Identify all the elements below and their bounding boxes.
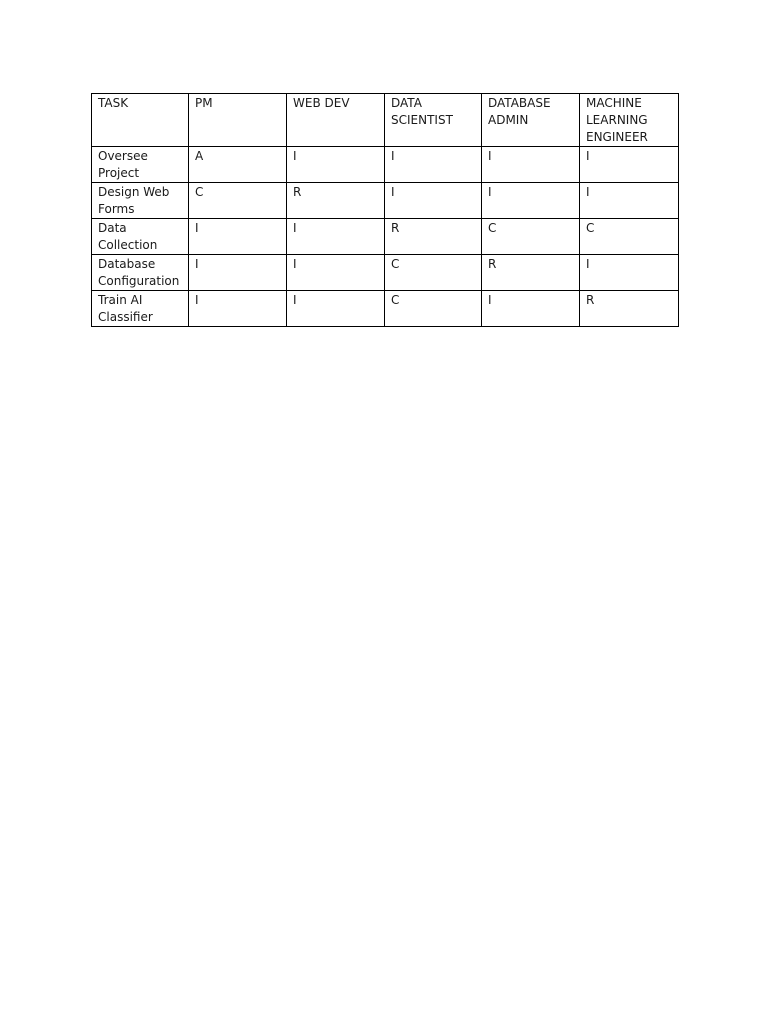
web-dev-cell: I (287, 219, 385, 255)
table-row (92, 291, 679, 327)
database-admin-cell: R (482, 255, 580, 291)
table-row (92, 255, 679, 291)
header-pm: PM (189, 94, 287, 147)
header-task: TASK (92, 94, 189, 147)
database-admin-cell: I (482, 291, 580, 327)
ml-engineer-cell: I (580, 147, 679, 183)
pm-cell: I (189, 291, 287, 327)
task-cell: Oversee Project (92, 147, 189, 183)
database-admin-cell: I (482, 183, 580, 219)
ml-engineer-cell: I (580, 255, 679, 291)
table-row (92, 147, 679, 183)
header-database-admin: DATABASE ADMIN (482, 94, 580, 147)
data-scientist-cell: R (385, 219, 482, 255)
table-row (92, 183, 679, 219)
database-admin-cell: I (482, 147, 580, 183)
header-ml-engineer: MACHINE LEARNING ENGINEER (580, 94, 679, 147)
web-dev-cell: I (287, 255, 385, 291)
web-dev-cell: I (287, 291, 385, 327)
ml-engineer-cell: I (580, 183, 679, 219)
pm-cell: A (189, 147, 287, 183)
data-scientist-cell: C (385, 255, 482, 291)
header-web-dev: WEB DEV (287, 94, 385, 147)
task-cell: Data Collection (92, 219, 189, 255)
pm-cell: I (189, 219, 287, 255)
data-scientist-cell: I (385, 147, 482, 183)
task-cell: Database Configuration (92, 255, 189, 291)
pm-cell: C (189, 183, 287, 219)
header-data-scientist: DATA SCIENTIST (385, 94, 482, 147)
web-dev-cell: R (287, 183, 385, 219)
raci-table (91, 93, 679, 327)
task-cell: Train AI Classifier (92, 291, 189, 327)
table-header-row (92, 94, 679, 147)
task-cell: Design Web Forms (92, 183, 189, 219)
database-admin-cell: C (482, 219, 580, 255)
ml-engineer-cell: C (580, 219, 679, 255)
pm-cell: I (189, 255, 287, 291)
data-scientist-cell: I (385, 183, 482, 219)
ml-engineer-cell: R (580, 291, 679, 327)
data-scientist-cell: C (385, 291, 482, 327)
table-row (92, 219, 679, 255)
web-dev-cell: I (287, 147, 385, 183)
